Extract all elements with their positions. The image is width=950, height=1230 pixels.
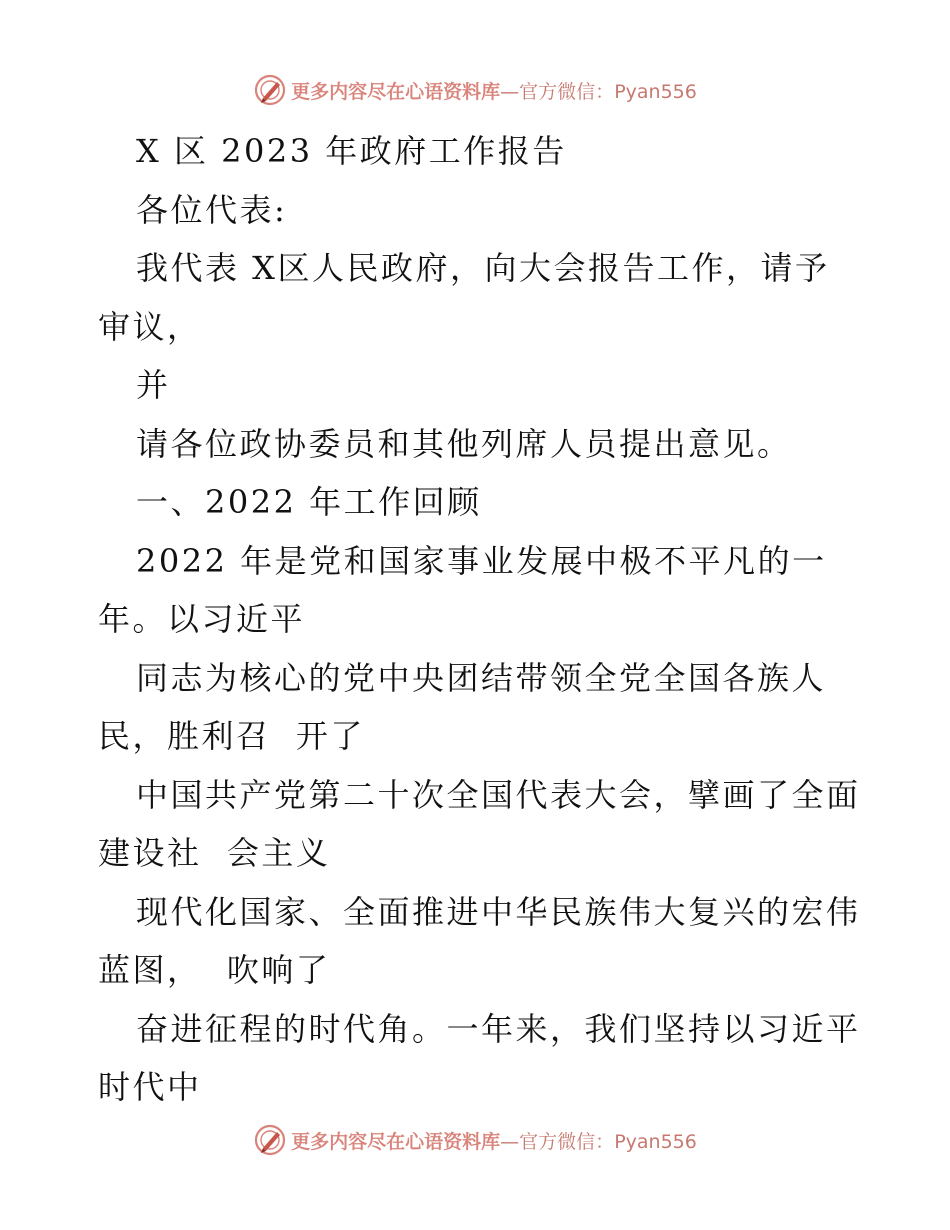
document-body [98,122,861,1117]
watermark-header [0,70,950,110]
document-line: 请各位政协委员和其他列席人员提出意见。 [136,424,792,463]
document-line: 奋进征程的时代角。一年来，我们坚持以习近平 [136,1009,861,1048]
document-line: 时代中 [98,1068,202,1106]
document-line: 同志为核心的党中央团结带领全党全国各族人 [136,658,827,697]
document-line: 我代表 X区人民政府，向大会报告工作，请予 [136,249,830,287]
watermark-header-inner [253,73,697,107]
document-line: 审议， [98,307,202,346]
watermark-tail-text: 官方微信： [519,80,615,103]
document-line: X 区 2023 年政府工作报告 [136,132,567,170]
document-line: 现代化国家、全面推进中华民族伟大复兴的宏伟 [136,892,861,931]
pen-logo-icon [253,1123,287,1157]
watermark-main-text: 更多内容尽在心语资料库 [291,80,501,103]
watermark-id: Pyan556 [614,80,697,103]
document-line: 建设社 会主义 [98,834,331,872]
watermark-text [291,77,697,104]
document-line: 年。以习近平 [98,600,306,638]
watermark-tail-text: 官方微信： [519,1130,615,1153]
watermark-main-text: 更多内容尽在心语资料库 [291,1130,501,1153]
watermark-separator: — [500,80,520,103]
document-line: 蓝图， 吹响了 [98,951,331,989]
document-line: 一、2022 年工作回顾 [136,483,482,521]
document-line: 各位代表: [136,190,288,229]
watermark-separator: — [500,1130,520,1153]
document-line: 民，胜利召 开了 [98,717,365,755]
pen-logo-icon [253,73,287,107]
watermark-footer [0,1120,950,1160]
document-line: 并 [136,366,171,404]
document-line: 中国共产党第二十次全国代表大会，擘画了全面 [136,775,861,814]
watermark-id: Pyan556 [614,1130,697,1153]
document-line: 2022 年是党和国家事业发展中极不平凡的一 [136,541,827,580]
watermark-footer-inner [253,1123,697,1157]
watermark-text [291,1127,697,1154]
